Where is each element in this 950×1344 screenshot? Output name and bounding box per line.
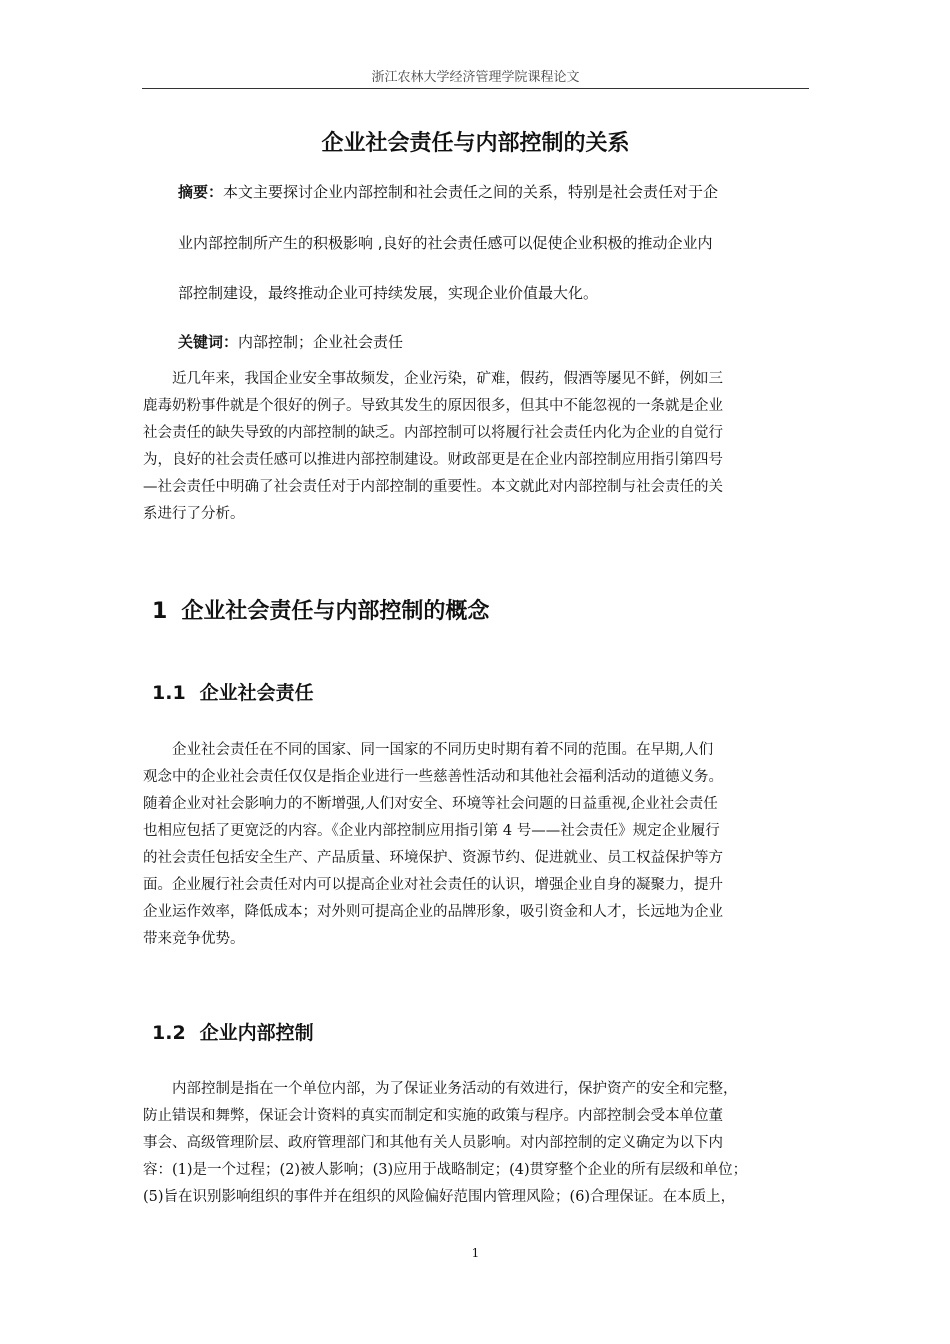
paragraph-line: 企业运作效率，降低成本；对外则可提高企业的品牌形象，吸引资金和人才，长远地为企业 <box>143 904 723 920</box>
paragraph-line: 企业社会责任在不同的国家、同一国家的不同历史时期有着不同的范围。在早期,人们 <box>143 742 714 758</box>
paragraph-line: 为，良好的社会责任感可以推进内部控制建设。财政部更是在企业内部控制应用指引第四号 <box>143 452 723 468</box>
paragraph-line: 内部控制是指在一个单位内部，为了保证业务活动的有效进行，保护资产的安全和完整， <box>143 1081 738 1097</box>
paragraph-line: 防止错误和舞弊，保证会计资料的真实而制定和实施的政策与程序。内部控制会受本单位董 <box>143 1108 723 1124</box>
paragraph-line: 事会、高级管理阶层、政府管理部门和其他有关人员影响。对内部控制的定义确定为以下内 <box>143 1135 723 1151</box>
paper-title: 企业社会责任与内部控制的关系 <box>321 131 630 156</box>
paragraph-line: 社会责任的缺失导致的内部控制的缺乏。内部控制可以将履行社会责任内化为企业的自觉行 <box>143 425 723 441</box>
section-1-1-paragraph <box>143 737 810 953</box>
keywords-value: 内部控制；企业社会责任 <box>238 333 404 351</box>
abstract-line-1: 摘要：本文主要探讨企业内部控制和社会责任之间的关系，特别是社会责任对于企 <box>178 183 719 201</box>
paragraph-line: 带来竞争优势。 <box>143 931 245 947</box>
abstract-label: 摘要： <box>178 183 224 201</box>
abstract-line-3: 部控制建设，最终推动企业可持续发展，实现企业价值最大化。 <box>178 284 599 302</box>
intro-paragraph <box>143 366 810 528</box>
paragraph-line: 容：(1)是一个过程；(2)被人影响；(3)应用于战略制定；(4)贯穿整个企业的所有层级和单位； <box>143 1162 748 1178</box>
running-header: 浙江农林大学经济管理学院课程论文 <box>371 70 580 85</box>
keywords-label: 关键词： <box>178 333 239 351</box>
keywords <box>178 331 803 352</box>
paragraph-line: 的社会责任包括安全生产、产品质量、环境保护、资源节约、促进就业、员工权益保护等方 <box>143 850 723 866</box>
paragraph-line: —社会责任中明确了社会责任对于内部控制的重要性。本文就此对内部控制与社会责任的关 <box>143 479 723 495</box>
section-1-heading: 1 企业社会责任与内部控制的概念 <box>152 599 490 624</box>
page-number: 1 <box>471 1246 480 1260</box>
abstract-line-2: 业内部控制所产生的积极影响 ,良好的社会责任感可以促使企业积极的推动企业内 <box>178 234 713 252</box>
paragraph-line: 也相应包括了更宽泛的内容。《企业内部控制应用指引第 4 号——社会责任》规定企业履行 <box>143 823 720 839</box>
paragraph-line: 近几年来，我国企业安全事故频发，企业污染，矿难，假药，假酒等屡见不鲜，例如三 <box>143 371 723 387</box>
section-1-1-heading: 1.1 企业社会责任 <box>152 682 314 704</box>
paragraph-line: 面。企业履行社会责任对内可以提高企业对社会责任的认识，增强企业自身的凝聚力，提升 <box>143 877 723 893</box>
paragraph-line: (5)旨在识别影响组织的事件并在组织的风险偏好范围内管理风险；(6)合理保证。在本质上， <box>143 1189 736 1205</box>
section-1-2-paragraph <box>143 1076 810 1211</box>
paragraph-line: 观念中的企业社会责任仅仅是指企业进行一些慈善性活动和其他社会福利活动的道德义务。 <box>143 769 723 785</box>
section-1-2-heading: 1.2 企业内部控制 <box>152 1022 314 1044</box>
paragraph-line: 随着企业对社会影响力的不断增强,人们对安全、环境等社会问题的日益重视,企业社会责任 <box>143 796 718 812</box>
paragraph-line: 系进行了分析。 <box>143 506 245 522</box>
header-rule <box>142 88 809 89</box>
paragraph-line: 鹿毒奶粉事件就是个很好的例子。导致其发生的原因很多，但其中不能忽视的一条就是企业 <box>143 398 723 414</box>
